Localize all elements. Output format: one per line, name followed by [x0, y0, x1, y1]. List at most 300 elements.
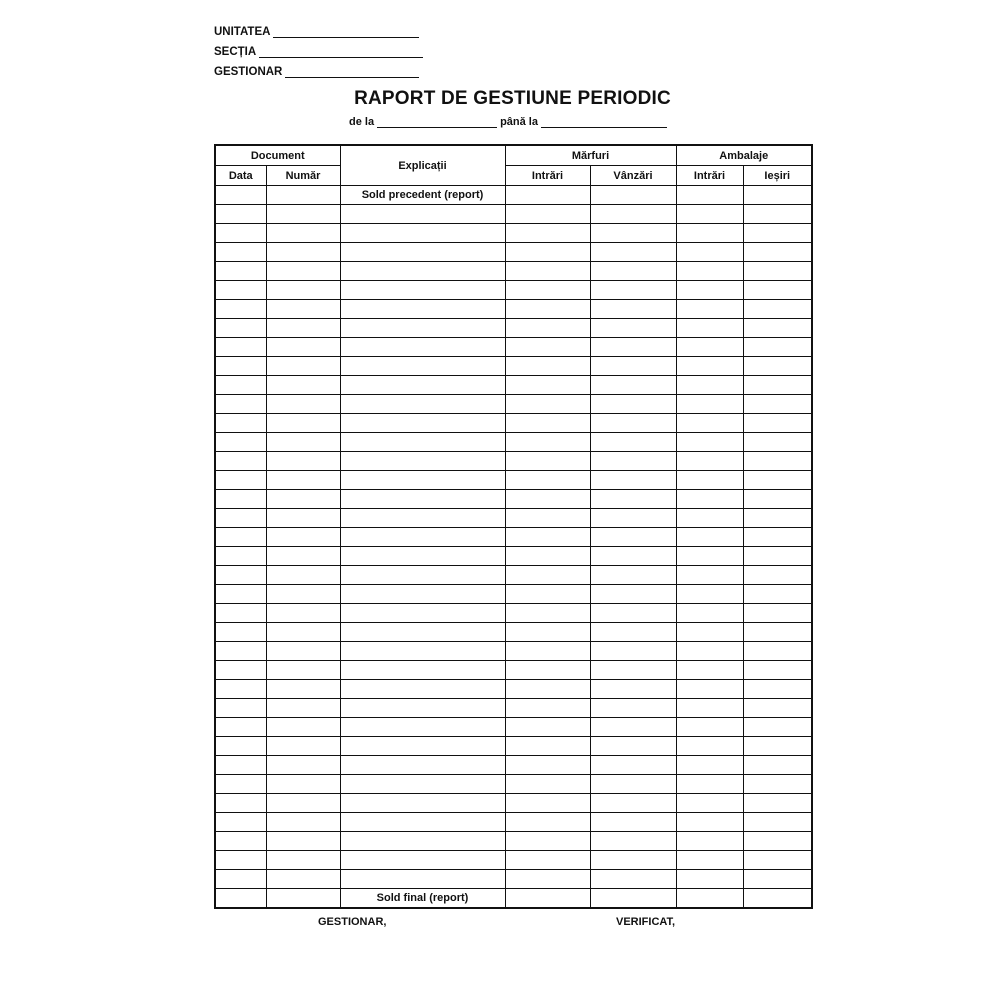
cell[interactable]: [215, 243, 266, 262]
table-row: [215, 452, 812, 471]
cell[interactable]: [676, 718, 743, 737]
cell[interactable]: [505, 262, 590, 281]
cell[interactable]: [266, 851, 340, 870]
cell[interactable]: [505, 794, 590, 813]
cell[interactable]: [266, 756, 340, 775]
cell[interactable]: [590, 357, 676, 376]
table-row: [215, 528, 812, 547]
cell[interactable]: [505, 509, 590, 528]
cell[interactable]: [505, 813, 590, 832]
table-row: [215, 224, 812, 243]
cell[interactable]: [590, 699, 676, 718]
cell[interactable]: [590, 737, 676, 756]
cell[interactable]: [266, 889, 340, 909]
cell[interactable]: [590, 566, 676, 585]
table-row: [215, 870, 812, 889]
cell[interactable]: [505, 642, 590, 661]
cell[interactable]: [215, 566, 266, 585]
cell[interactable]: [215, 661, 266, 680]
cell[interactable]: [590, 813, 676, 832]
cell[interactable]: [590, 851, 676, 870]
cell[interactable]: [676, 300, 743, 319]
cell[interactable]: [676, 585, 743, 604]
cell[interactable]: [590, 623, 676, 642]
cell[interactable]: [743, 490, 812, 509]
cell[interactable]: [676, 528, 743, 547]
cell[interactable]: [340, 566, 505, 585]
cell[interactable]: [215, 794, 266, 813]
cell[interactable]: [215, 680, 266, 699]
cell[interactable]: [340, 851, 505, 870]
table-row: [215, 395, 812, 414]
cell[interactable]: [215, 262, 266, 281]
cell[interactable]: [340, 661, 505, 680]
cell[interactable]: [505, 452, 590, 471]
cell[interactable]: [215, 642, 266, 661]
cell[interactable]: [215, 623, 266, 642]
cell[interactable]: [215, 509, 266, 528]
cell[interactable]: [215, 224, 266, 243]
cell[interactable]: [340, 528, 505, 547]
cell[interactable]: [505, 357, 590, 376]
cell[interactable]: [340, 509, 505, 528]
cell[interactable]: [215, 547, 266, 566]
cell[interactable]: [676, 813, 743, 832]
cell[interactable]: [340, 642, 505, 661]
cell[interactable]: [215, 870, 266, 889]
cell[interactable]: [676, 870, 743, 889]
cell[interactable]: [266, 794, 340, 813]
cell[interactable]: [340, 756, 505, 775]
table-row: [215, 661, 812, 680]
cell[interactable]: [590, 243, 676, 262]
cell[interactable]: [340, 319, 505, 338]
cell[interactable]: [743, 471, 812, 490]
unit-label: UNITATEA: [214, 26, 271, 38]
cell[interactable]: [340, 699, 505, 718]
cell[interactable]: [743, 851, 812, 870]
cell[interactable]: [743, 433, 812, 452]
cell[interactable]: [676, 205, 743, 224]
cell[interactable]: [505, 281, 590, 300]
cell[interactable]: [590, 300, 676, 319]
cell[interactable]: [340, 680, 505, 699]
table-row: [215, 604, 812, 623]
cell[interactable]: [266, 243, 340, 262]
cell[interactable]: [215, 756, 266, 775]
period-from-label: de la: [349, 116, 375, 128]
cell[interactable]: [676, 642, 743, 661]
cell[interactable]: [590, 585, 676, 604]
cell[interactable]: [743, 813, 812, 832]
cell[interactable]: [505, 471, 590, 490]
cell[interactable]: [505, 889, 590, 909]
cell[interactable]: [590, 490, 676, 509]
cell[interactable]: [676, 794, 743, 813]
cell[interactable]: [266, 433, 340, 452]
table-row: [215, 642, 812, 661]
cell[interactable]: [505, 566, 590, 585]
cell[interactable]: [215, 775, 266, 794]
cell[interactable]: [743, 661, 812, 680]
cell[interactable]: [340, 870, 505, 889]
cell[interactable]: [743, 395, 812, 414]
cell[interactable]: [676, 414, 743, 433]
cell[interactable]: [215, 433, 266, 452]
cell[interactable]: [676, 376, 743, 395]
cell[interactable]: [743, 338, 812, 357]
cell[interactable]: [340, 414, 505, 433]
cell[interactable]: [215, 813, 266, 832]
table-row: [215, 376, 812, 395]
cell[interactable]: [340, 357, 505, 376]
cell[interactable]: [505, 832, 590, 851]
cell[interactable]: [743, 775, 812, 794]
table-row: [215, 566, 812, 585]
cell[interactable]: [340, 718, 505, 737]
cell[interactable]: [340, 604, 505, 623]
cell[interactable]: [590, 680, 676, 699]
cell[interactable]: [676, 338, 743, 357]
cell[interactable]: [743, 623, 812, 642]
cell[interactable]: [590, 433, 676, 452]
cell[interactable]: [676, 186, 743, 205]
cell[interactable]: [215, 832, 266, 851]
cell[interactable]: [743, 243, 812, 262]
cell[interactable]: [266, 509, 340, 528]
cell[interactable]: [266, 832, 340, 851]
goods-group-header: Mărfuri: [505, 145, 676, 166]
cell[interactable]: [266, 319, 340, 338]
cell[interactable]: [743, 737, 812, 756]
cell[interactable]: [590, 262, 676, 281]
cell[interactable]: [340, 205, 505, 224]
table-row: [215, 718, 812, 737]
cell[interactable]: [676, 319, 743, 338]
cell[interactable]: [215, 585, 266, 604]
cell[interactable]: [340, 452, 505, 471]
cell[interactable]: [505, 376, 590, 395]
cell[interactable]: [743, 186, 812, 205]
cell[interactable]: [340, 224, 505, 243]
cell[interactable]: [676, 547, 743, 566]
cell[interactable]: [340, 433, 505, 452]
cell[interactable]: [340, 338, 505, 357]
table-row: [215, 509, 812, 528]
cell[interactable]: [266, 737, 340, 756]
cell[interactable]: [266, 395, 340, 414]
packaging-in-header: Intrări: [676, 166, 743, 186]
cell[interactable]: [215, 300, 266, 319]
goods-in-header: Intrări: [505, 166, 590, 186]
cell[interactable]: [676, 832, 743, 851]
cell[interactable]: [266, 623, 340, 642]
cell[interactable]: [505, 756, 590, 775]
cell[interactable]: [505, 414, 590, 433]
cell[interactable]: [676, 452, 743, 471]
cell[interactable]: [340, 547, 505, 566]
cell[interactable]: [676, 471, 743, 490]
cell[interactable]: [505, 699, 590, 718]
cell[interactable]: [340, 737, 505, 756]
cell[interactable]: [266, 490, 340, 509]
cell[interactable]: [215, 319, 266, 338]
cell[interactable]: [505, 604, 590, 623]
cell[interactable]: [340, 832, 505, 851]
cell[interactable]: [676, 737, 743, 756]
date-header: Data: [215, 166, 266, 186]
cell[interactable]: [266, 775, 340, 794]
cell[interactable]: [266, 813, 340, 832]
cell[interactable]: [340, 471, 505, 490]
cell[interactable]: [505, 870, 590, 889]
cell[interactable]: [266, 357, 340, 376]
cell[interactable]: [590, 775, 676, 794]
table-row: [215, 680, 812, 699]
cell[interactable]: [505, 718, 590, 737]
cell[interactable]: [743, 832, 812, 851]
cell[interactable]: [676, 224, 743, 243]
cell[interactable]: [505, 186, 590, 205]
opening-balance-row: [215, 186, 812, 205]
cell[interactable]: [676, 395, 743, 414]
cell[interactable]: [590, 452, 676, 471]
cell[interactable]: [215, 338, 266, 357]
cell[interactable]: [676, 433, 743, 452]
unit-fill-line[interactable]: [273, 26, 419, 38]
cell[interactable]: [266, 642, 340, 661]
cell[interactable]: [676, 661, 743, 680]
period-to-line[interactable]: [541, 117, 667, 128]
cell[interactable]: [676, 699, 743, 718]
cell[interactable]: [590, 186, 676, 205]
cell[interactable]: [266, 471, 340, 490]
table-row: [215, 490, 812, 509]
cell[interactable]: [743, 718, 812, 737]
cell[interactable]: [590, 414, 676, 433]
cell[interactable]: [215, 528, 266, 547]
cell[interactable]: [340, 585, 505, 604]
cell[interactable]: [676, 281, 743, 300]
cell[interactable]: [340, 300, 505, 319]
section-label: SECȚIA: [214, 46, 257, 58]
cell[interactable]: [676, 490, 743, 509]
cell[interactable]: [340, 395, 505, 414]
cell[interactable]: [266, 680, 340, 699]
cell[interactable]: [590, 471, 676, 490]
table-row: [215, 262, 812, 281]
cell[interactable]: [590, 319, 676, 338]
cell[interactable]: [743, 889, 812, 909]
cell[interactable]: [743, 547, 812, 566]
cell[interactable]: [743, 680, 812, 699]
packaging-group-header: Ambalaje: [676, 145, 812, 166]
cell[interactable]: [505, 775, 590, 794]
cell[interactable]: [505, 433, 590, 452]
cell[interactable]: [505, 623, 590, 642]
cell[interactable]: [590, 889, 676, 909]
cell[interactable]: [505, 851, 590, 870]
cell[interactable]: [266, 300, 340, 319]
cell[interactable]: [215, 851, 266, 870]
cell[interactable]: [215, 604, 266, 623]
manager-field: [214, 66, 419, 78]
cell[interactable]: [676, 262, 743, 281]
cell[interactable]: [215, 395, 266, 414]
cell[interactable]: [743, 870, 812, 889]
cell[interactable]: [266, 547, 340, 566]
cell[interactable]: [676, 889, 743, 909]
cell[interactable]: [505, 680, 590, 699]
cell[interactable]: [590, 338, 676, 357]
cell[interactable]: [505, 547, 590, 566]
cell[interactable]: [266, 186, 340, 205]
cell[interactable]: [340, 490, 505, 509]
cell[interactable]: [266, 528, 340, 547]
cell[interactable]: [505, 300, 590, 319]
cell[interactable]: [743, 357, 812, 376]
cell[interactable]: [215, 452, 266, 471]
cell[interactable]: [743, 585, 812, 604]
cell[interactable]: [215, 699, 266, 718]
cell[interactable]: [676, 623, 743, 642]
table-row: [215, 357, 812, 376]
cell[interactable]: [340, 623, 505, 642]
cell[interactable]: [340, 262, 505, 281]
cell[interactable]: [743, 281, 812, 300]
manager-fill-line[interactable]: [285, 66, 419, 78]
cell[interactable]: [215, 205, 266, 224]
cell[interactable]: [505, 205, 590, 224]
cell[interactable]: [215, 357, 266, 376]
cell[interactable]: [215, 490, 266, 509]
cell[interactable]: [590, 604, 676, 623]
cell[interactable]: [340, 794, 505, 813]
cell[interactable]: [590, 794, 676, 813]
cell[interactable]: [266, 262, 340, 281]
cell[interactable]: [340, 243, 505, 262]
cell[interactable]: [215, 414, 266, 433]
cell[interactable]: [505, 661, 590, 680]
cell[interactable]: [505, 737, 590, 756]
table-row: [215, 851, 812, 870]
cell[interactable]: [743, 699, 812, 718]
cell[interactable]: [743, 300, 812, 319]
cell[interactable]: [743, 566, 812, 585]
manager-label: GESTIONAR: [214, 66, 283, 78]
cell[interactable]: [215, 889, 266, 909]
cell[interactable]: [590, 547, 676, 566]
cell[interactable]: [266, 281, 340, 300]
cell[interactable]: [743, 794, 812, 813]
cell[interactable]: [505, 243, 590, 262]
cell[interactable]: [215, 737, 266, 756]
cell[interactable]: [266, 376, 340, 395]
cell[interactable]: [266, 414, 340, 433]
cell[interactable]: [590, 528, 676, 547]
cell[interactable]: [340, 281, 505, 300]
cell[interactable]: [590, 395, 676, 414]
cell[interactable]: [266, 870, 340, 889]
cell[interactable]: [266, 205, 340, 224]
cell[interactable]: [266, 338, 340, 357]
cell[interactable]: [743, 642, 812, 661]
table-row: [215, 338, 812, 357]
cell[interactable]: [676, 604, 743, 623]
cell[interactable]: [215, 281, 266, 300]
cell[interactable]: [340, 813, 505, 832]
cell[interactable]: [505, 319, 590, 338]
cell[interactable]: [743, 376, 812, 395]
cell[interactable]: [743, 604, 812, 623]
cell[interactable]: [266, 566, 340, 585]
cell[interactable]: [743, 319, 812, 338]
cell[interactable]: [743, 452, 812, 471]
cell[interactable]: [743, 414, 812, 433]
table-row: [215, 300, 812, 319]
cell[interactable]: [676, 243, 743, 262]
cell[interactable]: [215, 186, 266, 205]
cell[interactable]: [676, 756, 743, 775]
section-fill-line[interactable]: [259, 46, 423, 58]
cell[interactable]: [266, 224, 340, 243]
cell[interactable]: [590, 718, 676, 737]
cell[interactable]: [676, 509, 743, 528]
cell[interactable]: [505, 224, 590, 243]
cell[interactable]: [590, 642, 676, 661]
cell[interactable]: [505, 338, 590, 357]
cell[interactable]: [590, 224, 676, 243]
cell[interactable]: [266, 604, 340, 623]
cell[interactable]: [676, 566, 743, 585]
cell[interactable]: [505, 395, 590, 414]
cell[interactable]: [340, 775, 505, 794]
cell[interactable]: [676, 680, 743, 699]
cell[interactable]: [266, 661, 340, 680]
cell[interactable]: [676, 851, 743, 870]
cell[interactable]: [590, 661, 676, 680]
cell[interactable]: [266, 452, 340, 471]
cell[interactable]: [505, 528, 590, 547]
cell[interactable]: [266, 585, 340, 604]
cell[interactable]: [743, 262, 812, 281]
cell[interactable]: [590, 376, 676, 395]
cell[interactable]: [266, 718, 340, 737]
cell[interactable]: [676, 357, 743, 376]
cell[interactable]: [215, 376, 266, 395]
cell[interactable]: [743, 528, 812, 547]
cell[interactable]: [743, 756, 812, 775]
cell[interactable]: [340, 376, 505, 395]
cell[interactable]: [743, 509, 812, 528]
cell[interactable]: [743, 224, 812, 243]
cell[interactable]: [215, 471, 266, 490]
cell[interactable]: [215, 718, 266, 737]
opening-balance-label: Sold precedent (report): [340, 186, 505, 205]
cell[interactable]: [505, 585, 590, 604]
cell[interactable]: [590, 832, 676, 851]
cell[interactable]: [590, 509, 676, 528]
cell[interactable]: [505, 490, 590, 509]
cell[interactable]: [590, 281, 676, 300]
cell[interactable]: [590, 756, 676, 775]
cell[interactable]: [743, 205, 812, 224]
cell[interactable]: [590, 870, 676, 889]
cell[interactable]: [266, 699, 340, 718]
cell[interactable]: [676, 775, 743, 794]
cell[interactable]: [590, 205, 676, 224]
period-from-line[interactable]: [377, 117, 497, 128]
